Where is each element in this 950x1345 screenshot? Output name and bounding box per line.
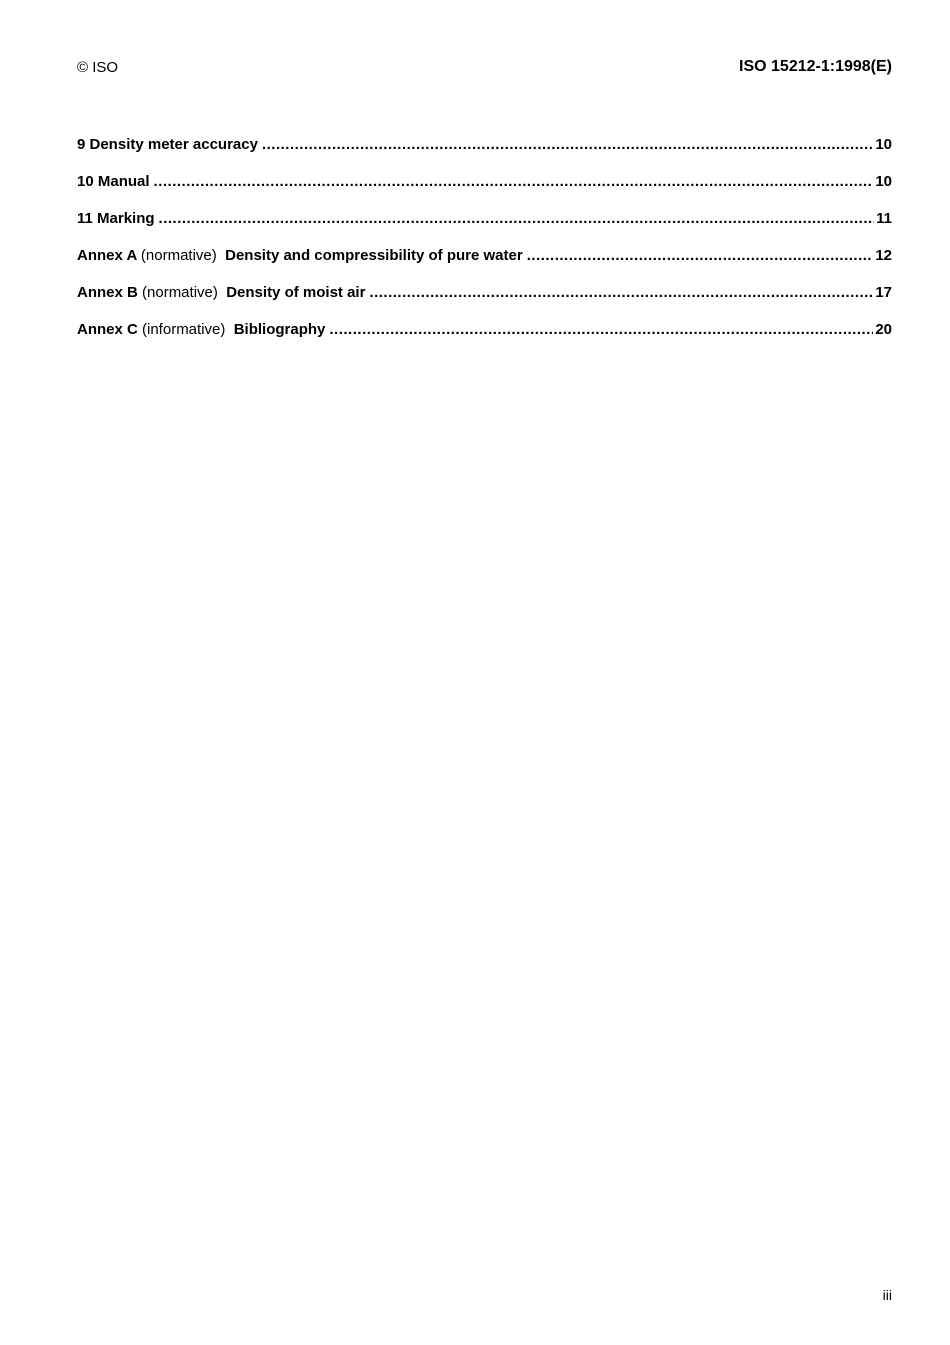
annex-kind: (normative) <box>140 247 217 264</box>
page-number: iii <box>882 1287 892 1303</box>
toc-page-number: 20 <box>875 321 892 338</box>
annex-kind: (informative) <box>142 321 226 338</box>
annex-label: Annex C <box>77 321 138 338</box>
toc-entry-annex-b[interactable] <box>77 284 892 321</box>
toc-page-number: 10 <box>875 173 892 190</box>
toc-entry-11[interactable] <box>77 210 892 247</box>
toc-entry-label <box>77 284 365 301</box>
annex-kind: (normative) <box>142 284 218 301</box>
toc-entry-label <box>77 321 325 338</box>
toc-page-number: 10 <box>875 136 892 153</box>
document-id-header: ISO 15212-1:1998(E) <box>739 58 892 75</box>
toc-dot-leader <box>154 173 874 190</box>
toc-entry-label <box>77 247 523 264</box>
toc-entry-label: 11 Marking <box>77 210 155 227</box>
toc-dot-leader <box>262 136 873 153</box>
annex-title: Density and compressibility of pure water <box>225 247 523 264</box>
toc-page-number: 11 <box>876 210 892 227</box>
toc-page-number: 12 <box>875 247 892 264</box>
toc-entry-10[interactable] <box>77 173 892 210</box>
toc-dot-leader <box>527 247 874 264</box>
annex-label: Annex B <box>77 284 138 301</box>
toc-entry-annex-a[interactable] <box>77 247 892 284</box>
toc-entry-annex-c[interactable] <box>77 321 892 358</box>
toc-page-number: 17 <box>875 284 892 301</box>
toc-dot-leader <box>369 284 873 301</box>
table-of-contents <box>77 136 892 358</box>
toc-dot-leader <box>159 210 875 227</box>
annex-title: Bibliography <box>233 321 326 338</box>
copyright-header: © ISO <box>77 59 119 76</box>
toc-dot-leader <box>329 321 873 338</box>
toc-entry-label: 9 Density meter accuracy <box>77 136 258 153</box>
toc-entry-9[interactable] <box>77 136 892 173</box>
toc-entry-label: 10 Manual <box>77 173 150 190</box>
annex-label: Annex A <box>77 247 137 264</box>
annex-title: Density of moist air <box>226 284 366 301</box>
